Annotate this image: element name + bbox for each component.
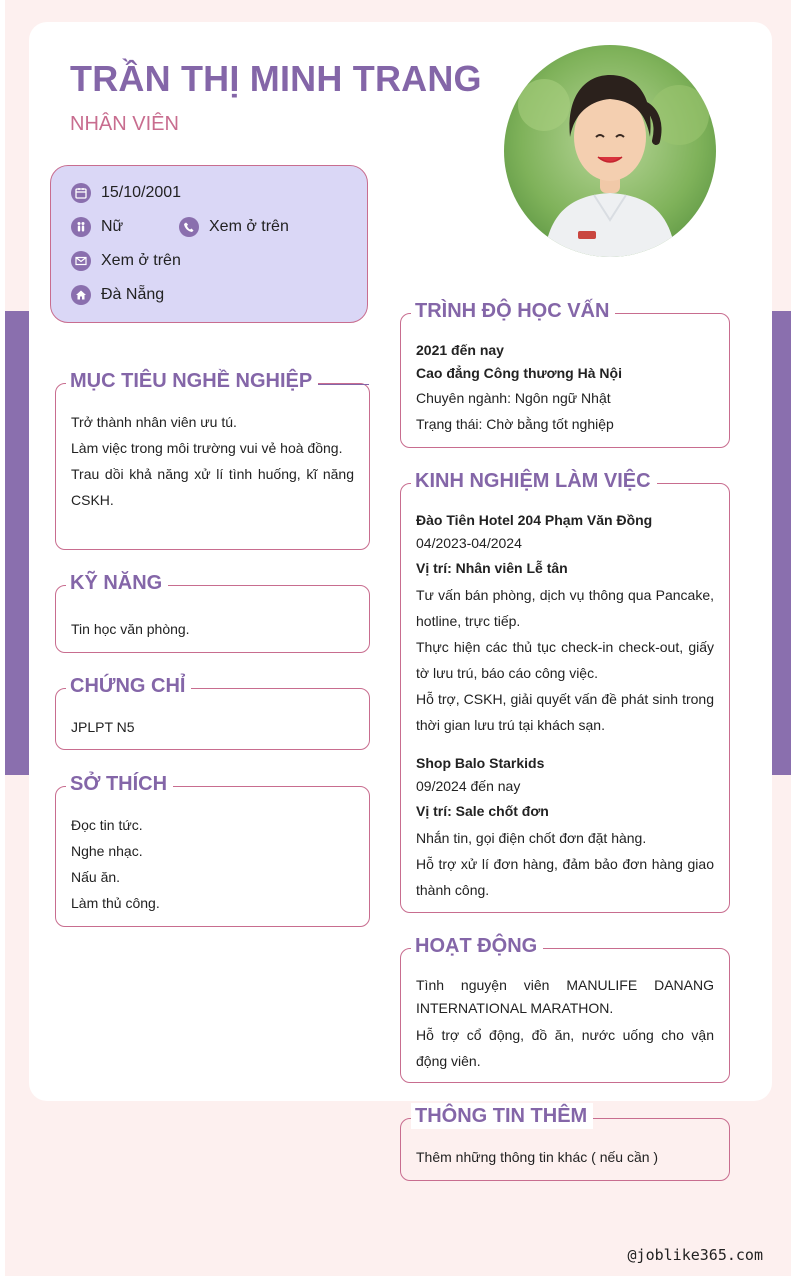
objective-line: Trau dồi khả năng xử lí tình huống, kĩ năng CSKH.: [71, 466, 354, 508]
skills-title: KỸ NĂNG: [66, 570, 168, 596]
certificate-item: JPLPT N5: [71, 719, 135, 735]
certificates-section: [55, 675, 370, 750]
objective-title: MỤC TIÊU NGHỀ NGHIỆP: [66, 368, 318, 394]
objective-section: [55, 370, 370, 550]
activities-title: HOẠT ĐỘNG: [411, 933, 543, 959]
job-position: Vị trí: Nhân viên Lễ tân: [416, 560, 568, 576]
experience-body: [416, 509, 714, 903]
job-duty: Thực hiện các thủ tục check-in check-out, giấy tờ lưu trú, báo cáo công việc.: [416, 639, 714, 681]
home-icon: [71, 285, 91, 305]
education-school: Cao đẳng Công thương Hà Nội: [416, 365, 622, 381]
hobbies-section: [55, 773, 370, 927]
education-section: [400, 300, 730, 448]
left-decor-band: [5, 311, 29, 775]
objective-line: Trở thành nhân viên ưu tú.: [71, 414, 237, 430]
activity-line: Hỗ trợ cổ động, đồ ăn, nước uống cho vận động viên.: [416, 1027, 714, 1069]
avatar: [504, 45, 716, 257]
experience-title: KINH NGHIỆM LÀM VIỆC: [411, 468, 657, 494]
address-text: Đà Nẵng: [101, 286, 165, 303]
address-row: [71, 285, 164, 305]
gender-row: [71, 217, 123, 237]
job-company: Đào Tiên Hotel 204 Phạm Văn Đồng: [416, 512, 653, 528]
contact-panel: [50, 165, 368, 323]
extra-body: [416, 1144, 714, 1170]
education-period: 2021 đến nay: [416, 342, 504, 358]
certificates-title: CHỨNG CHỈ: [66, 673, 191, 699]
birthdate-row: [71, 183, 181, 203]
experience-section: [400, 470, 730, 913]
hobby-item: Nghe nhạc.: [71, 843, 143, 859]
job-period: 04/2023-04/2024: [416, 535, 522, 551]
certificates-body: [71, 714, 354, 740]
gender-icon: [71, 217, 91, 237]
phone-icon: [179, 217, 199, 237]
skills-section: [55, 572, 370, 653]
hobbies-title: SỞ THÍCH: [66, 771, 173, 797]
email-icon: [71, 251, 91, 271]
email-text: Xem ở trên: [101, 252, 181, 269]
phone-row: [179, 217, 289, 237]
gender-text: Nữ: [101, 218, 124, 235]
hobbies-body: [71, 812, 354, 916]
job-position: Vị trí: Sale chốt đơn: [416, 803, 549, 819]
objective-body: [71, 409, 354, 513]
objective-line: Làm việc trong môi trường vui vẻ hoà đồng.: [71, 440, 343, 456]
extra-text: Thêm những thông tin khác ( nếu cần ): [416, 1149, 659, 1165]
skill-item: Tin học văn phòng.: [71, 621, 190, 637]
education-status: Trạng thái: Chờ bằng tốt nghiệp: [416, 416, 614, 432]
job-entry: [416, 752, 714, 903]
job-duty: Hỗ trợ xử lí đơn hàng, đảm bảo đơn hàng giao thành công.: [416, 856, 714, 898]
job-company: Shop Balo Starkids: [416, 755, 545, 771]
education-title: TRÌNH ĐỘ HỌC VẤN: [411, 298, 615, 324]
extra-section: [400, 1105, 730, 1181]
phone-text: Xem ở trên: [209, 218, 289, 235]
birthdate-text: 15/10/2001: [101, 184, 182, 201]
hobby-item: Đọc tin tức.: [71, 817, 143, 833]
activities-body: [416, 974, 714, 1074]
job-entry: [416, 509, 714, 738]
job-duty: Hỗ trợ, CSKH, giải quyết vấn đề phát sinh trong thời gian lưu trú tại khách sạn.: [416, 691, 714, 733]
education-major: Chuyên ngành: Ngôn ngữ Nhật: [416, 390, 611, 406]
skills-body: [71, 616, 354, 642]
candidate-role: NHÂN VIÊN: [70, 113, 179, 135]
candidate-name: TRẦN THỊ MINH TRANG: [70, 58, 482, 99]
hobby-item: Làm thủ công.: [71, 895, 160, 911]
job-duty: Nhắn tin, gọi điện chốt đơn đặt hàng.: [416, 830, 647, 846]
activity-line: Tình nguyện viên MANULIFE DANANG INTERNATIONAL MARATHON.: [416, 977, 714, 1016]
extra-title: THÔNG TIN THÊM: [411, 1103, 593, 1129]
job-period: 09/2024 đến nay: [416, 778, 521, 794]
calendar-icon: [71, 183, 91, 203]
cv-page: [5, 0, 791, 1276]
hobby-item: Nấu ăn.: [71, 869, 121, 885]
footer-handle: @joblike365.com: [627, 1246, 763, 1264]
education-body: [416, 339, 714, 437]
job-duty: Tư vấn bán phòng, dịch vụ thông qua Pancake, hotline, trực tiếp.: [416, 587, 714, 629]
email-row: [71, 251, 181, 271]
activities-section: [400, 935, 730, 1083]
